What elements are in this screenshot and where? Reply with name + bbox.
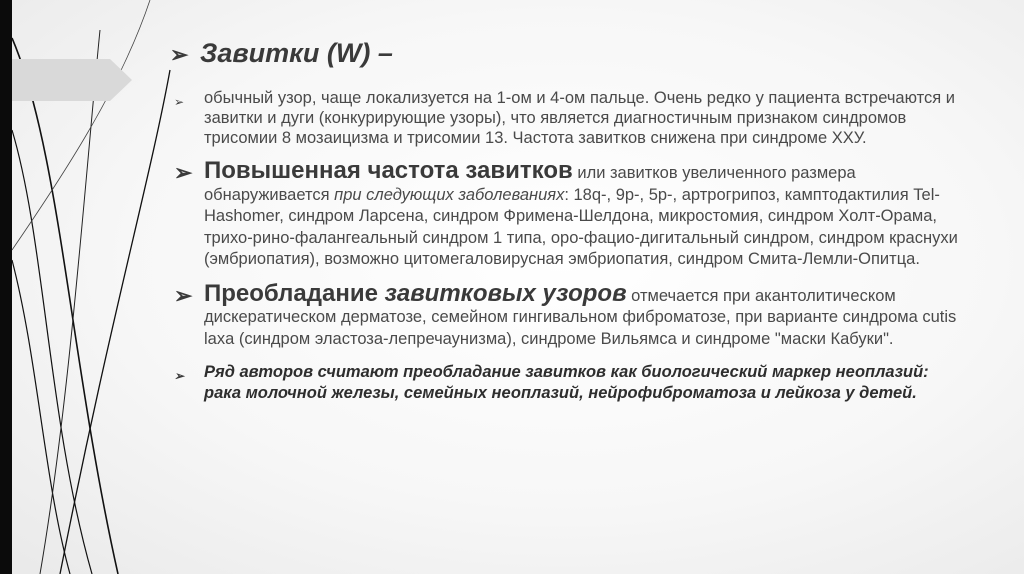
paragraph-predominance bbox=[170, 279, 970, 351]
paragraph-text: или завитков увеличенного размера обнаруживается bbox=[204, 164, 856, 204]
paragraph-lead: Преобладание bbox=[204, 279, 385, 307]
paragraph-text: отмечается при акантолитическом дискератическом дерматозе, семейном гингивальном фиброматозе, при варианте синдрома cutis laxa (синдром эластоза-лепречаунизма), синдроме Вильямса и синдроме "маски Кабуки". bbox=[204, 286, 957, 348]
title-text: Завитки (W) – bbox=[200, 38, 393, 68]
paragraph-increased-frequency bbox=[170, 157, 970, 271]
slide-content bbox=[170, 38, 970, 404]
arrow-bullet-icon: ➢ bbox=[170, 42, 189, 67]
paragraph-lead: Повышенная частота завитков bbox=[204, 157, 573, 184]
arrow-bullet-icon: ➢ bbox=[174, 282, 193, 308]
small-arrow-bullet-icon: ➢ bbox=[174, 95, 185, 109]
paragraph-lead-italic: завитковых узоров bbox=[384, 279, 627, 307]
paragraph-text: Ряд авторов считают преобладание завитков как биологический маркер неоплазий: рака молочной железы, семейных неоплазий, нейрофиброматоза и лейкоза у детей. bbox=[204, 363, 929, 402]
arrow-tab-shape bbox=[12, 59, 132, 101]
paragraph-normal-pattern bbox=[170, 88, 970, 148]
paragraph-italic: при следующих заболеваниях bbox=[334, 185, 565, 204]
paragraph-biomarker bbox=[170, 362, 970, 404]
paragraph-text: обычный узор, чаще локализуется на 1-ом и 4-ом пальце. Очень редко у пациента встречаются и завитки и дуги (конкурирующие узоры), что является диагностичным признаком синдромов трисомии 8 мозаицизма и трисомии 13. Частота завитков снижена при синдроме ХХУ. bbox=[204, 89, 955, 147]
paragraph-text-rest: : 18q-, 9p-, 5p-, артрогрипоз, камптодактилия Tel-Hashomer, синдром Ларсена, синдром Фримена-Шелдона, микростомия, синдром Холт-Орама, трихо-рино-фалангеальный синдром 1 типа, оро-фацио-дигитальный синдром, синдром краснухи (эмбриопатия), возможно цитомегаловирусная эмбриопатия, синдром Смита-Лемли-Опитца. bbox=[204, 185, 958, 268]
small-arrow-bullet-icon: ➢ bbox=[174, 369, 185, 383]
arrow-bullet-icon: ➢ bbox=[174, 160, 193, 185]
slide-title bbox=[170, 38, 970, 69]
